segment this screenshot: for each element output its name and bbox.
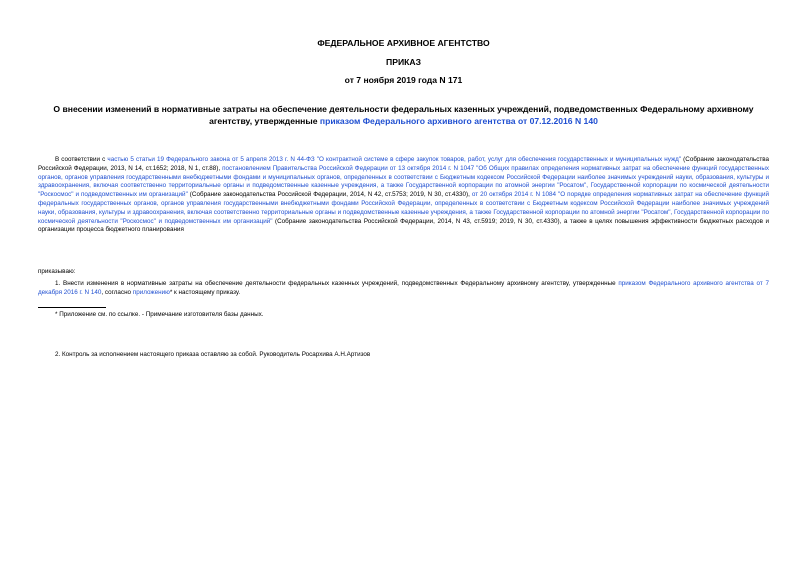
agency-name: ФЕДЕРАЛЬНОЕ АРХИВНОЕ АГЕНТСТВО — [317, 38, 490, 48]
title-text: О внесении изменений в нормативные затраты на обеспечение деятельности федеральных казенных учреждений, подведомственных Федеральному архивному агентству, утвержденные — [53, 104, 754, 126]
preamble-text-4: (Собрание законодательства Российской Федерации, 2014, N 43, ст.5919; 2019, N 30, ст.4330), а также в целях повышения эффективности бюджетных расходов и организации процесса бюджетного планирования — [38, 217, 769, 234]
preamble-text-1: В соответствии с — [55, 156, 108, 163]
document-date: от 7 ноября 2019 года N 171 — [344, 75, 463, 85]
preamble-paragraph — [38, 156, 769, 235]
resolution-1084-link[interactable]: от 20 октября 2014 г. N 1084 "О порядке определения нормативных затрат на обеспечение функций федеральных государственных органов, органов управления государственными внебюджетными фондами Российской Федерации, определенных в соответствии с Бюджетным кодексом Российской Федерации наиболее значимых учреждений науки, образования, культуры и здравоохранения, включая соответственно территориальные органы и подведомственные казенные учреждения, а также Государственной корпорации по атомной энергии "Росатом", Государственной корпорации по космической деятельности "Роскосмос" и подведомственных им организаций" — [38, 191, 769, 225]
document-title — [36, 103, 771, 127]
order-140-link[interactable]: приказом Федерального архивного агентства от 7 декабря 2016 г. N 140 — [38, 280, 769, 296]
appendix-link[interactable]: приложению — [132, 288, 170, 296]
item-1-text-3: * к настоящему приказу. — [169, 288, 241, 296]
document-type: ПРИКАЗ — [386, 57, 421, 67]
footnote-text: * Приложение см. по ссылке. - Примечание изготовителя базы данных. — [55, 311, 264, 318]
resolution-1047-link[interactable]: постановлением Правительства Российской Федерации от 13 октября 2014 г. N 1047 "Об Общих правилах определения нормативных затрат на обеспечение функций государственных органов, органов управления государственными внебюджетными фондами и муниципальных органов, определенных в соответствии с Бюджетным кодексом Российской Федерации наиболее значимых учреждений науки, образования, культуры и здравоохранения, включая соответственно территориальные органы и подведомственные казенные учреждения, а также Государственной корпорации по атомной энергии "Росатом", Государственной корпорации по космической деятельности "Роскосмос" и подведомственных им организаций" — [38, 164, 769, 199]
preamble-text-3: (Собрание законодательства Российской Федерации, 2014, N 42, ст.5753; 2019, N 30, ст.4330), — [187, 191, 472, 199]
preamble-text-2: (Собрание законодательства Российской Федерации, 2013, N 14, ст.1652; 2018, N 1, ст.88), — [38, 156, 770, 172]
item-2-paragraph: 2. Контроль за исполнением настоящего приказа оставляю за собой. Руководитель Росархива А.Н.Артизов — [55, 351, 371, 358]
title-link[interactable]: приказом Федерального архивного агентства от 07.12.2016 N 140 — [319, 116, 598, 126]
footnote-divider — [38, 307, 106, 308]
item-1-text-1: 1. Внести изменения в нормативные затраты на обеспечение деятельности федеральных казенных учреждений, подведомственных Федеральному архивному агентству, утвержденные — [55, 280, 619, 287]
item-1-paragraph — [38, 280, 769, 298]
order-word: приказываю: — [38, 268, 76, 275]
law-44fz-link[interactable]: частью 5 статьи 19 Федерального закона от 5 апреля 2013 г. N 44-ФЗ "О контрактной системе в сфере закупок товаров, работ, услуг для обеспечения государственных и муниципальных нужд" — [107, 156, 682, 163]
item-1-text-2: , согласно — [101, 288, 133, 296]
